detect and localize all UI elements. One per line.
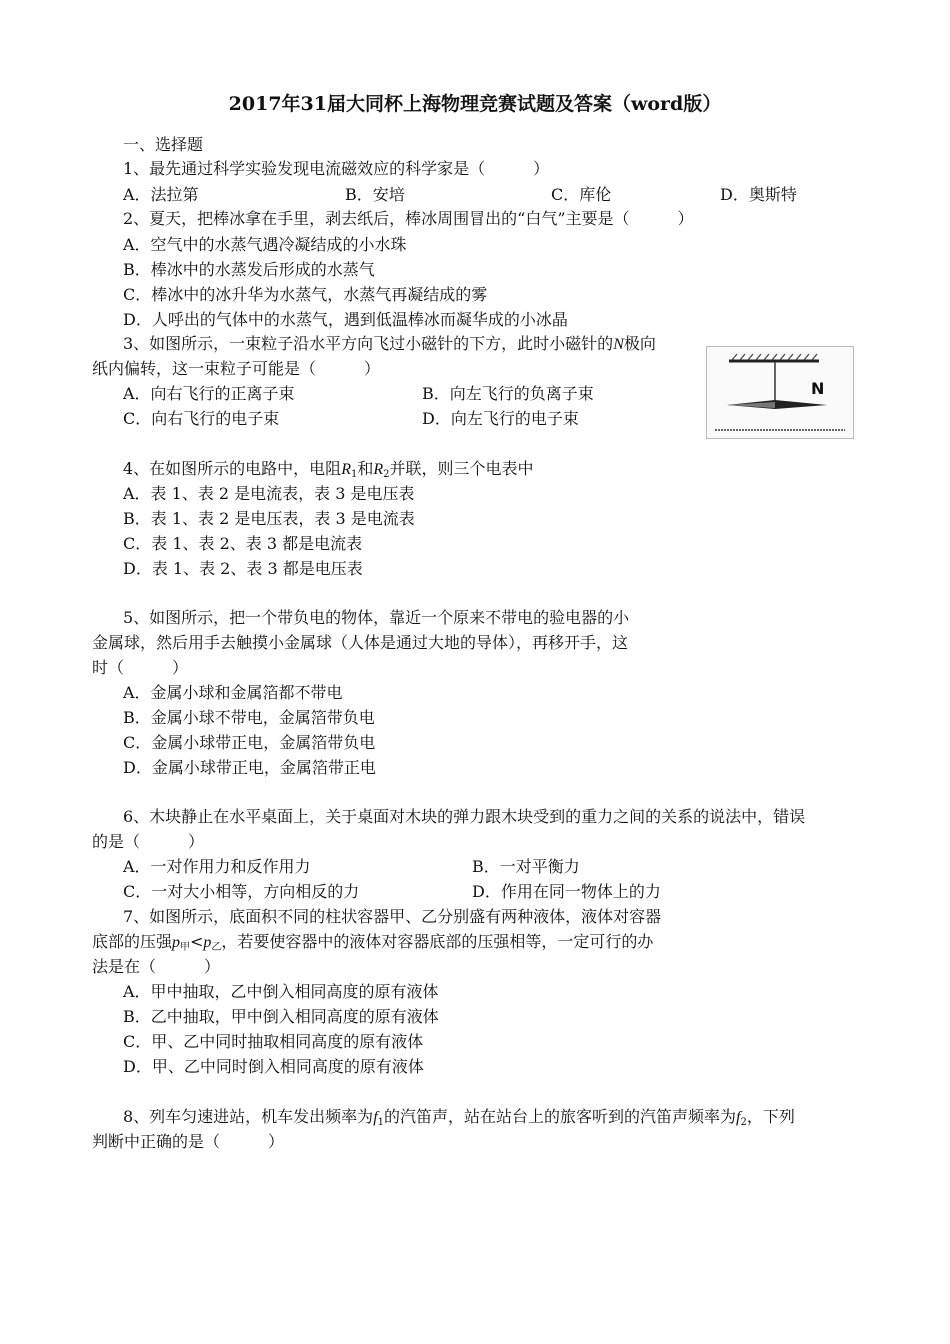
q8-stem-line1 [123, 1106, 795, 1134]
q3-stem-line1 [123, 333, 656, 356]
q4-stem-text-a: 4、在如图所示的电路中，电阻 [123, 459, 342, 478]
q7-stem-text-a: 底部的压强 [92, 932, 173, 951]
q8-f1-subscript: 1 [377, 1117, 385, 1128]
q4-r1-symbol: R [341, 461, 351, 478]
q6-option-d: D．作用在同一物体上的力 [472, 882, 661, 901]
q1-option-c: C．库伦 [551, 185, 612, 204]
figure-n-label: N [811, 379, 825, 398]
q8-stem-text-b: 的汽笛声，站在站台上的旅客听到的汽笛声频率为 [384, 1107, 737, 1126]
q8-stem-text-a: 8、列车匀速进站，机车发出频率为 [123, 1107, 374, 1126]
q7-stem-line3: 法是在（ ） [92, 957, 221, 976]
q6-stem-line2: 的是（ ） [92, 832, 205, 851]
q4-and-text: 和 [357, 459, 374, 478]
q3-stem-text-a: 3、如图所示，一束粒子沿水平方向飞过小磁针的下方，此时小磁针的 [123, 334, 614, 353]
q4-option-a: A．表 1、表 2 是电流表，表 3 是电压表 [123, 484, 415, 503]
q7-stem-line2 [92, 931, 653, 959]
q7-stem-line1: 7、如图所示，底面积不同的柱状容器甲、乙分别盛有两种液体，液体对容器 [123, 907, 662, 926]
q7-stem-text-b: ，若要使容器中的液体对容器底部的压强相等，一定可行的办 [221, 932, 654, 951]
q3-option-c: C．向右飞行的电子束 [123, 409, 280, 428]
q6-stem-line1: 6、木块静止在水平桌面上，关于桌面对木块的弹力跟木块受到的重力之间的关系的说法中，错误 [123, 807, 806, 826]
q2-stem: 2、夏天，把棒冰拿在手里，剥去纸后，棒冰周围冒出的“白气”主要是（ ） [123, 209, 694, 228]
q3-stem-text-b: 极向 [623, 334, 656, 353]
q7-less-than: < [190, 932, 204, 951]
q3-stem-line2: 纸内偏转，这一束粒子可能是（ ） [92, 359, 381, 378]
q7-jia-subscript: 甲 [180, 942, 191, 953]
q5-stem-line3: 时（ ） [92, 658, 189, 677]
q7-p-jia-symbol: p [172, 934, 181, 951]
q7-option-a: A．甲中抽取，乙中倒入相同高度的原有液体 [123, 982, 439, 1001]
q4-r2-subscript: 2 [383, 469, 390, 480]
q2-option-c: C．棒冰中的冰升华为水蒸气，水蒸气再凝结成的雾 [123, 285, 488, 304]
q7-option-d: D．甲、乙中同时倒入相同高度的原有液体 [123, 1057, 424, 1076]
q7-option-c: C．甲、乙中同时抽取相同高度的原有液体 [123, 1032, 424, 1051]
q6-option-a: A．一对作用力和反作用力 [123, 857, 311, 876]
q5-option-b: B．金属小球不带电，金属箔带负电 [123, 708, 375, 727]
q3-option-a: A．向右飞行的正离子束 [123, 384, 295, 403]
q5-stem-line2: 金属球，然后用手去触摸小金属球（人体是通过大地的导体），再移开手，这 [92, 633, 629, 652]
q8-stem-text-c: ，下列 [746, 1107, 795, 1126]
q4-option-c: C．表 1、表 2、表 3 都是电流表 [123, 534, 363, 553]
q5-option-d: D．金属小球带正电，金属箔带正电 [123, 758, 376, 777]
q3-stem-n-symbol: N [613, 336, 624, 353]
q5-option-a: A．金属小球和金属箔都不带电 [123, 683, 343, 702]
q5-option-c: C．金属小球带正电，金属箔带负电 [123, 733, 376, 752]
q4-r2-symbol: R [373, 461, 384, 478]
q3-option-d: D．向左飞行的电子束 [422, 409, 579, 428]
q7-option-b: B．乙中抽取，甲中倒入相同高度的原有液体 [123, 1007, 439, 1026]
q4-stem [123, 458, 534, 486]
q4-option-d: D．表 1、表 2、表 3 都是电压表 [123, 559, 363, 578]
q8-f2-subscript: 2 [740, 1117, 747, 1128]
q8-f2-symbol: f [736, 1109, 741, 1126]
q8-f1-symbol: f [373, 1109, 378, 1126]
q8-stem-line2: 判断中正确的是（ ） [92, 1132, 285, 1151]
q1-stem: 1、最先通过科学实验发现电流磁效应的科学家是（ ） [123, 159, 550, 178]
q5-stem-line1: 5、如图所示，把一个带负电的物体，靠近一个原来不带电的验电器的小 [123, 608, 630, 627]
section-heading: 一、选择题 [123, 135, 204, 154]
q7-p-yi-symbol: p [203, 934, 212, 951]
q1-option-a: A．法拉第 [123, 185, 199, 204]
q6-option-c: C．一对大小相等，方向相反的力 [123, 882, 360, 901]
q1-option-b: B．安培 [345, 185, 405, 204]
q3-option-b: B．向左飞行的负离子束 [422, 384, 594, 403]
q2-option-b: B．棒冰中的水蒸发后形成的水蒸气 [123, 260, 375, 279]
q2-option-d: D．人呼出的气体中的水蒸气，遇到低温棒冰而凝华成的小冰晶 [123, 310, 568, 329]
q7-yi-subscript: 乙 [211, 942, 222, 953]
page-title: 2017年31届大同杯上海物理竞赛试题及答案（word版） [228, 93, 722, 115]
q4-option-b: B．表 1、表 2 是电压表，表 3 是电流表 [123, 509, 415, 528]
q3-magnetic-needle-figure [706, 346, 854, 439]
q6-option-b: B．一对平衡力 [472, 857, 580, 876]
q3-figure-drawing [707, 347, 853, 438]
q2-option-a: A．空气中的水蒸气遇冷凝结成的小水珠 [123, 235, 407, 254]
q1-option-d: D．奥斯特 [720, 185, 797, 204]
q4-stem-text-b: 并联，则三个电表中 [389, 459, 534, 478]
q4-r1-subscript: 1 [350, 469, 358, 480]
